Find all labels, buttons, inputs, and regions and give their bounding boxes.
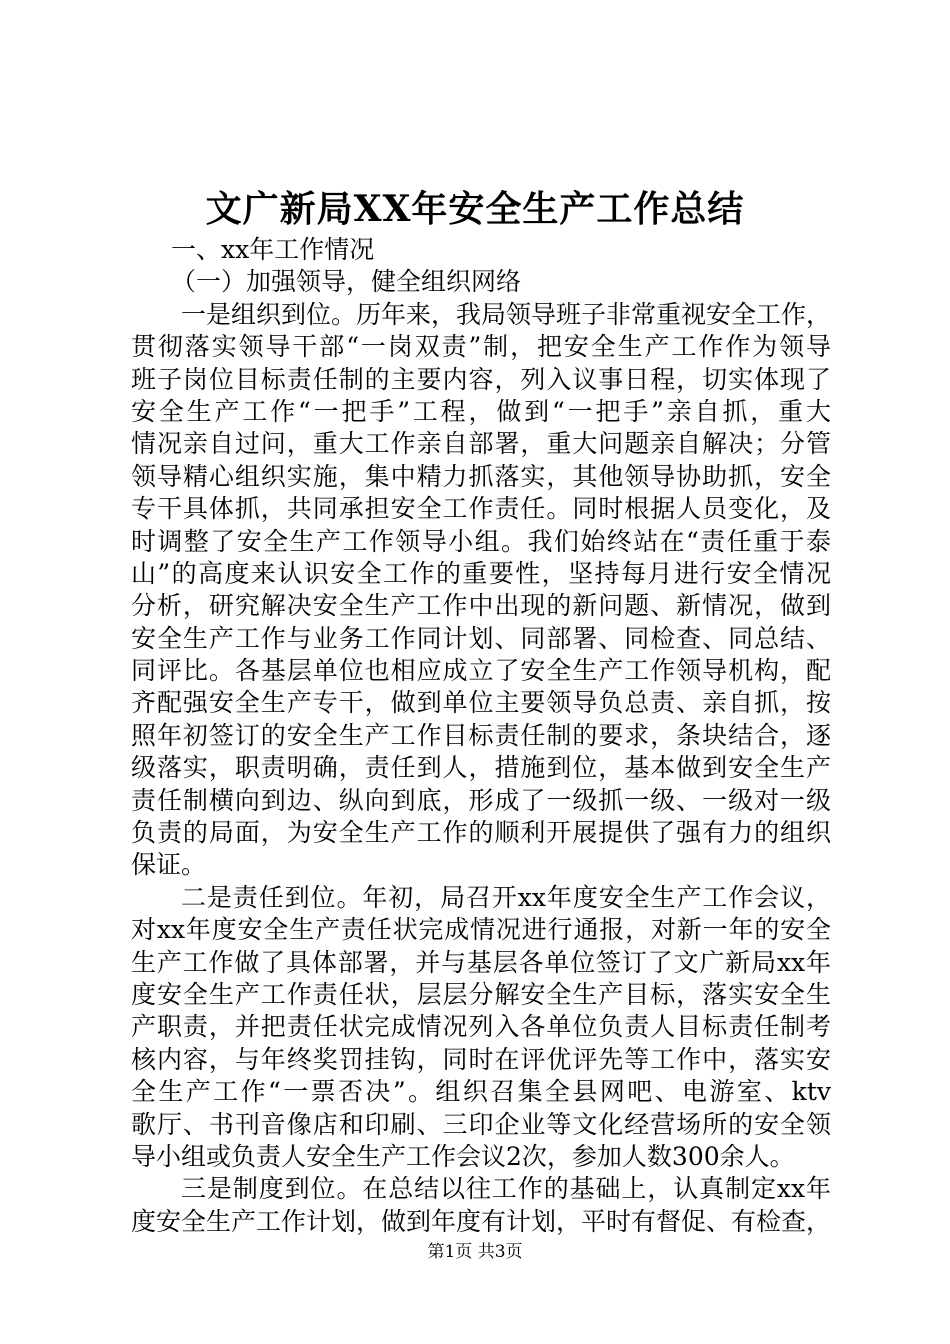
paragraph-line: 产职责，并把责任状完成情况列入各单位负责人目标责任制考 [131, 1012, 831, 1042]
paragraph-line: 齐配强安全生产专干，做到单位主要领导负总责、亲自抓，按 [131, 688, 831, 718]
paragraph-line: 班子岗位目标责任制的主要内容，列入议事日程，切实体现了 [131, 364, 831, 394]
paragraph-line: 导小组或负责人安全生产工作会议2次，参加人数300余人。 [131, 1141, 795, 1171]
paragraph-line: 核内容，与年终奖罚挂钩，同时在评优评先等工作中，落实安 [131, 1044, 831, 1074]
paragraph-line: 保证。 [131, 850, 207, 880]
paragraph-line: 生产工作做了具体部署，并与基层各单位签订了文广新局xx年 [131, 947, 831, 977]
paragraph-line: 歌厅、书刊音像店和印刷、三印企业等文化经营场所的安全领 [131, 1109, 831, 1139]
paragraph-line: 安全生产工作与业务工作同计划、同部署、同检查、同总结、 [131, 623, 831, 653]
paragraph-line: 三是制度到位。在总结以往工作的基础上，认真制定xx年 [181, 1174, 831, 1204]
paragraph-line: 时调整了安全生产工作领导小组。我们始终站在“责任重于泰 [131, 526, 831, 556]
paragraph-line: 一是组织到位。历年来，我局领导班子非常重视安全工作， [181, 299, 832, 329]
paragraph-line: 贯彻落实领导干部“一岗双责”制，把安全生产工作作为领导 [131, 332, 831, 362]
paragraph-line: 情况亲自过问，重大工作亲自部署，重大问题亲自解决；分管 [131, 429, 831, 459]
page-number-footer: 第1页 共3页 [427, 1242, 523, 1262]
paragraph-line: 对xx年度安全生产责任状完成情况进行通报，对新一年的安全 [131, 915, 831, 945]
paragraph-responsibility [131, 882, 831, 1174]
paragraph-line: 分析，研究解决安全生产工作中出现的新问题、新情况，做到 [131, 591, 831, 621]
section-heading: 一、xx年工作情况 [171, 235, 375, 264]
paragraph-line: 照年初签订的安全生产工作目标责任制的要求，条块结合，逐 [131, 720, 831, 750]
paragraph-line: 级落实，职责明确，责任到人，措施到位，基本做到安全生产 [131, 753, 831, 783]
paragraph-line: 负责的局面，为安全生产工作的顺利开展提供了强有力的组织 [131, 818, 831, 848]
paragraph-system [131, 1173, 831, 1238]
paragraph-line: 安全生产工作“一把手”工程，做到“一把手”亲自抓，重大 [131, 396, 831, 426]
paragraph-line: 责任制横向到边、纵向到底，形成了一级抓一级、一级对一级 [131, 785, 831, 815]
paragraph-line: 同评比。各基层单位也相应成立了安全生产工作领导机构，配 [131, 656, 831, 686]
paragraph-line: 领导精心组织实施，集中精力抓落实，其他领导协助抓，安全 [131, 461, 831, 491]
paragraph-line: 专干具体抓，共同承担安全工作责任。同时根据人员变化，及 [131, 494, 831, 524]
paragraph-line: 二是责任到位。年初，局召开xx年度安全生产工作会议， [181, 882, 831, 912]
subsection-heading: （一）加强领导，健全组织网络 [171, 267, 522, 297]
paragraph-organization [131, 299, 831, 882]
document-body [131, 234, 831, 1238]
paragraph-line: 全生产工作“一票否决”。组织召集全县网吧、电游室、ktv [131, 1077, 831, 1107]
paragraph-line: 山”的高度来认识安全工作的重要性，坚持每月进行安全情况 [131, 558, 831, 588]
paragraph-line: 度安全生产工作责任状，层层分解安全生产目标，落实安全生 [131, 979, 831, 1009]
document-title: 文广新局XX年安全生产工作总结 [205, 188, 745, 230]
paragraph-line: 度安全生产工作计划，做到年度有计划，平时有督促、有检查， [131, 1206, 832, 1236]
